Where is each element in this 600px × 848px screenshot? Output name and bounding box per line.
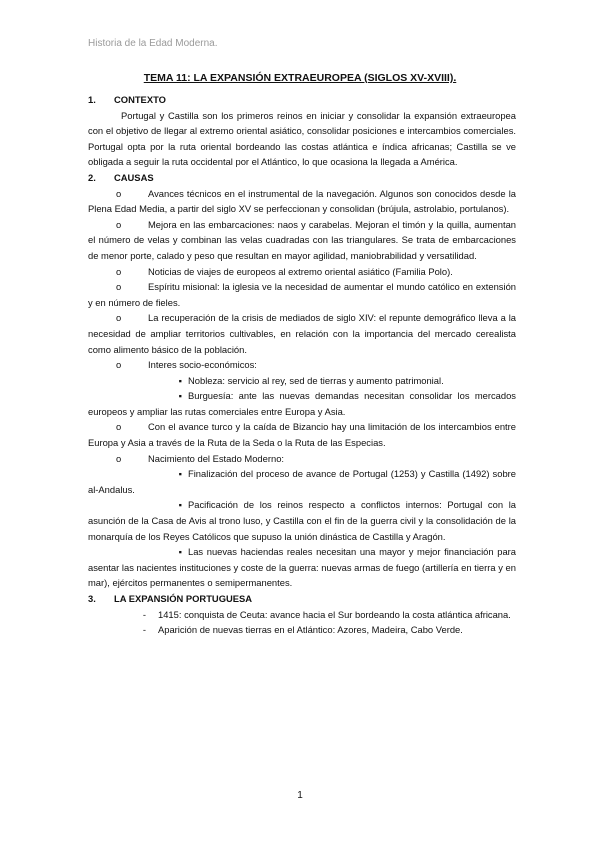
portuguesa-text: Aparición de nuevas tierras en el Atlántico: Azores, Madeira, Cabo Verde.	[158, 624, 463, 636]
estado-item	[88, 466, 516, 497]
causa-item	[88, 264, 516, 280]
section-number: 1.	[88, 94, 96, 105]
causa-item	[88, 357, 516, 373]
portuguesa-text: 1415: conquista de Ceuta: avance hacia el Sur bordeando la costa atlántica africana.	[158, 608, 511, 620]
page-number: 1	[297, 790, 303, 801]
section-heading-causas	[88, 170, 516, 186]
section-number: 3.	[88, 593, 96, 604]
circle-marker: o	[116, 218, 122, 230]
causa-item	[88, 217, 516, 264]
causa-item	[88, 419, 516, 450]
interes-item	[88, 373, 516, 389]
document-title: TEMA 11: LA EXPANSIÓN EXTRAEUROPEA (SIGLOS XV-XVIII).	[143, 72, 457, 84]
estado-item	[88, 497, 516, 544]
section-heading-contexto	[88, 92, 516, 108]
running-header: Historia de la Edad Moderna.	[88, 38, 218, 49]
causa-item	[88, 310, 516, 357]
section-number: 2.	[88, 171, 96, 183]
interes-item	[88, 388, 516, 419]
causa-text: La recuperación de la crisis de mediados de siglo XIV: el repunte demográfico lleva a la necesidad de ampliar territorios cultivables, en relación con la importancia del mercado cerealista como alimento básico de la población.	[88, 312, 516, 355]
dash-marker: -	[142, 608, 146, 620]
estado-text: Finalización del proceso de avance de Portugal (1253) y Castilla (1492) sobre al-Andalus.	[88, 468, 516, 495]
causa-text: Avances técnicos en el instrumental de la navegación. Algunos son conocidos desde la Plena Edad Media, a partir del siglo XV se perfeccionan y consolidan (brújula, astrolabio, portulanos).	[88, 187, 516, 215]
section-heading-expansion-portuguesa	[88, 591, 516, 607]
causa-text: Mejora en las embarcaciones: naos y carabelas. Mejoran el timón y la quilla, aumentan el número de velas y combinan las velas cuadradas con las triangulares. Se trata de embarcaciones de menor porte, calado y peso que resultan en mayor agilidad, maniobrabilidad y versatilidad.	[88, 218, 516, 261]
causa-text: Espíritu misional: la iglesia ve la necesidad de aumentar el mundo católico en extensión y en número de fieles.	[88, 281, 516, 308]
contexto-paragraph: Portugal y Castilla son los primeros reinos en iniciar y consolidar la expansión extraeuropea con el objetivo de llegar al extremo oriental asiático, consolidar posiciones e intercambios comerciales. Portugal opta por la ruta oriental bordeando las costas atlántica e índica africanas; Castilla se ve obligada a seguir la ruta occidental por el Atlántico, lo que ocasiona la llegada a América.	[88, 109, 516, 168]
interes-text: Nobleza: servicio al rey, sed de tierras y aumento patrimonial.	[188, 374, 444, 386]
square-bullet-icon: ▪	[178, 390, 182, 402]
causa-item	[88, 451, 516, 467]
interes-text: Burguesía: ante las nuevas demandas necesitan consolidar los mercados europeos y ampliar las rutas comerciales entre Europa y Asia.	[88, 390, 516, 417]
causa-item	[88, 186, 516, 217]
circle-marker: o	[116, 265, 122, 277]
portuguesa-item	[88, 607, 516, 623]
causa-text: Nacimiento del Estado Moderno:	[148, 452, 285, 464]
circle-marker: o	[116, 187, 122, 199]
square-bullet-icon: ▪	[178, 499, 182, 511]
section-title: CAUSAS	[114, 171, 154, 183]
dash-marker: -	[142, 624, 146, 636]
causa-text: Con el avance turco y la caída de Bizancio hay una limitación de los intercambios entre Europa y Asia a través de la Ruta de la Seda o la Ruta de las Especias.	[88, 421, 516, 449]
square-bullet-icon: ▪	[178, 374, 182, 386]
causa-text: Noticias de viajes de europeos al extremo oriental asiático (Familia Polo).	[148, 265, 453, 277]
circle-marker: o	[116, 312, 122, 324]
circle-marker: o	[116, 281, 122, 293]
square-bullet-icon: ▪	[178, 546, 182, 558]
circle-marker: o	[116, 359, 122, 371]
estado-text: Las nuevas haciendas reales necesitan una mayor y mejor financiación para asentar las nacientes instituciones y coste de la guerra: nuevas armas de fuego (artillería en tierra y en mar), ejércitos permanentes o semipermanentes.	[88, 546, 516, 589]
circle-marker: o	[116, 421, 122, 433]
estado-item	[88, 544, 516, 591]
section-title: LA EXPANSIÓN PORTUGUESA	[114, 593, 253, 604]
circle-marker: o	[116, 452, 122, 464]
causa-text: Interes socio-económicos:	[148, 359, 257, 371]
section-title: CONTEXTO	[114, 94, 166, 105]
square-bullet-icon: ▪	[178, 468, 182, 480]
estado-text: Pacificación de los reinos respecto a conflictos internos: Portugal con la asunción de la Casa de Avis al trono luso, y Castilla con el fin de la guerra civil y la consolidación de la monarquía de los Reyes Católicos que supuso la unión dinástica de Castilla y Aragón.	[88, 499, 516, 542]
causa-item	[88, 279, 516, 310]
portuguesa-item	[88, 622, 516, 638]
document-body	[88, 92, 516, 638]
